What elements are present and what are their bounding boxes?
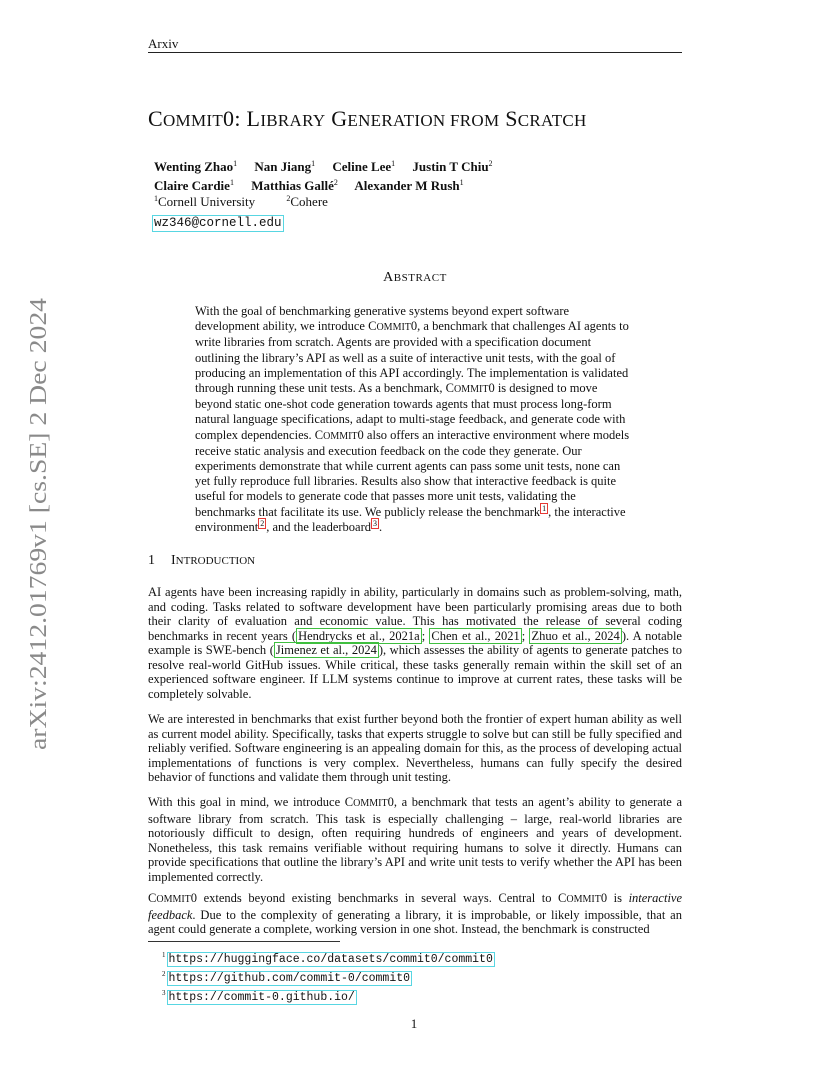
author-affil-mark: 1 (311, 159, 316, 168)
title-part: C (148, 106, 163, 131)
affiliation-mark: 2 (286, 194, 291, 203)
footnote-mark: 3 (162, 989, 166, 997)
author-affil-mark: 1 (229, 178, 234, 187)
arxiv-stamp-text: arXiv:2412.01769v1 [cs.SE] 2 Dec 2024 (26, 358, 52, 750)
commit0-name (368, 319, 411, 333)
footnote (162, 948, 495, 967)
author-name: Matthias Gallé (251, 178, 334, 193)
text-run: 0 is (600, 891, 629, 905)
text-run: ), which assesses the ability of agents to generate patches to resolve real-world GitHub issues. While critical, these tasks generally remain within the skill set of an experienced software engineer. If LLM systems continue to improve at current rates, these tasks will be completely solvable. (148, 643, 682, 701)
affiliation (286, 194, 342, 209)
footnote (162, 986, 495, 1005)
author-name: Celine Lee (332, 159, 392, 174)
author (251, 178, 338, 193)
citation-link[interactable]: Chen et al., 2021 (431, 628, 520, 643)
sc-rest: OMMIT (353, 798, 388, 809)
footnotes (162, 948, 495, 1005)
intro-paragraph (148, 585, 682, 701)
footnote-mark: 2 (162, 970, 166, 978)
footnote-url-link[interactable]: https://github.com/commit-0/commit0 (168, 972, 411, 985)
sc-rest: OMMIT (454, 384, 489, 396)
sc-cap: C (314, 427, 324, 442)
citation-link[interactable]: Zhuo et al., 2024 (531, 628, 620, 643)
text-run: 0 extends beyond existing benchmarks in several ways. Central to (190, 891, 559, 905)
abstract-run: With the goal of benchmarking generative systems beyond expert software development ability, we introduce (195, 304, 570, 334)
footnote-url-link[interactable]: https://huggingface.co/datasets/commit0/commit0 (168, 953, 493, 966)
text-run: . Due to the complexity of generating a library, it is improbable, or likely impossible, that an agent could generate a complete, working version in one shot. Instead, the benchmark is constructed (148, 907, 682, 936)
footnote-ref-link[interactable]: 1 (542, 503, 547, 513)
email-link[interactable]: wz346@cornell.edu (154, 216, 282, 230)
section-title-part: NTRODUCTION (175, 555, 256, 567)
sc-cap: C (344, 795, 354, 809)
author-name: Wenting Zhao (154, 159, 234, 174)
author-name: Alexander M Rush (354, 178, 460, 193)
abstract-run: 0, a benchmark that challenges AI agents to write libraries from scratch. Agents are provided with a specification document outlining the library’s API as well as a suite of interactive unit tests, with the goal of producing an implementation of this API accordingly. The implementation is validated through running these unit tests. As a benchmark, (195, 319, 629, 396)
intro-paragraph (148, 891, 682, 937)
running-header: Arxiv (148, 36, 179, 51)
text-run: AI agents have been increasing rapidly in ability, particularly in domains such as problem-solving, math, and coding. Tasks related to software development have been particularly promising areas due to both their clarity of evaluation and economic value. This has motivated the release of several coding benchmarks in recent years ( (148, 585, 682, 643)
section-heading (148, 553, 255, 569)
commit0-name (315, 428, 358, 442)
section-title-part: I (171, 553, 176, 568)
text-run: 0, a benchmark that tests an agent’s ability to generate a software library from scratch. This task is especially challenging – large, real-world libraries are notoriously difficult to design, often requiring hundreds of engineers and years of development. Nonetheless, this task remains verifiable without requiring humans to solve it directly. Humans can provide specifications that outline the library’s API and write unit tests to verify whether the API has been implemented correctly. (148, 795, 682, 884)
affiliations (154, 194, 356, 210)
sc-cap: C (558, 891, 567, 905)
page-number: 1 (410, 1016, 418, 1031)
abstract-text (195, 304, 635, 535)
sc-cap: C (148, 891, 157, 905)
author-affil-mark: 1 (391, 159, 396, 168)
author (254, 159, 315, 174)
affiliation-mark: 1 (154, 194, 158, 203)
footnote-ref-link[interactable]: 3 (373, 518, 377, 528)
abstract-run: . (379, 519, 383, 534)
footnote-rule (148, 941, 340, 942)
citation-link[interactable]: Jimenez et al., 2024 (275, 643, 377, 657)
title-part: IBRARY (260, 111, 326, 130)
intro-paragraph: We are interested in benchmarks that exist further beyond both the frontier of expert human ability as well as current model ability. Specifically, tasks that experts struggle to solve but can still be fully specified and reliably verified. Software engineering is an appealing domain for this, as the process of developing actual implementations of functions is very complex. Nevertheless, humans can fully specify the desired behavior of functions and validate them through unit testing. (148, 712, 682, 784)
commit0-name (558, 891, 601, 905)
sc-rest: OMMIT (566, 894, 601, 905)
title-part: 0: L (223, 106, 261, 131)
author (412, 159, 492, 174)
title-part: CRATCH (517, 111, 587, 130)
text-run: ; (421, 628, 430, 643)
author-affil-mark: 2 (488, 159, 493, 168)
author-affil-mark: 1 (233, 159, 238, 168)
author-affil-mark: 2 (333, 178, 338, 187)
section-number: 1 (148, 553, 155, 568)
title-part: G (325, 106, 348, 131)
footnote-mark: 1 (162, 951, 166, 959)
header-rule (148, 52, 682, 53)
footnote-url-link[interactable]: https://commit-0.github.io/ (168, 991, 355, 1004)
author-name: Claire Cardie (154, 178, 230, 193)
heading-part: A (383, 270, 394, 285)
title-part: S (499, 106, 518, 131)
heading-part: BSTRACT (393, 272, 447, 284)
sc-rest: OMMIT (376, 322, 411, 334)
author-name: Justin T Chiu (412, 159, 489, 174)
abstract-run: 0 also offers an interactive environment where models receive static analysis and execution feedback on the code they generate. Our experiments demonstrate that while current agents can pass some unit tests, none can yet fully reproduce full libraries. Results also show that interactive feedback is quite useful for models to generate code that passes more unit tests, validating the benchmarks that facilitate its use. We publicly release the benchmark (195, 427, 630, 519)
author-affil-mark: 1 (459, 178, 464, 187)
author (154, 159, 237, 174)
author (332, 159, 395, 174)
abstract-heading (148, 270, 682, 286)
commit0-name (446, 381, 489, 395)
footnote (162, 967, 495, 986)
text-run: With this goal in mind, we introduce (148, 795, 345, 809)
author (154, 178, 234, 193)
title-part: ENERATION FROM (347, 111, 500, 130)
affiliation-name: Cornell University (158, 194, 256, 209)
intro-paragraph (148, 795, 682, 884)
commit0-name (345, 795, 388, 809)
abstract-run: 0 is designed to move beyond static one-shot code generation towards agents that must process long-form natural language specifications, adapt to multi-stage feedback, and generate code with complex dependencies. (195, 381, 626, 442)
sc-rest: OMMIT (323, 430, 358, 442)
arxiv-side-stamp (8, 296, 60, 752)
author-name: Nan Jiang (254, 159, 312, 174)
title-part: OMMIT (162, 111, 224, 130)
text-run: ; (521, 628, 530, 643)
abstract-run: , and the leaderboard (266, 519, 371, 534)
footnote-ref-link[interactable]: 2 (260, 518, 265, 528)
author-list (154, 156, 507, 194)
text-run: ). A notable example is SWE-bench ( (148, 628, 682, 657)
text-run-italic: interactive feedback (148, 891, 683, 922)
affiliation (154, 194, 269, 209)
paper-title (148, 106, 587, 132)
commit0-name (148, 891, 191, 905)
citation-link[interactable]: Hendrycks et al., 2021a (298, 628, 420, 643)
author (354, 178, 463, 193)
sc-cap: C (368, 319, 377, 334)
affiliation-name: Cohere (290, 194, 328, 209)
sc-cap: C (445, 381, 454, 396)
abstract-run: , the interactive environment (195, 504, 626, 534)
sc-rest: OMMIT (156, 894, 191, 905)
